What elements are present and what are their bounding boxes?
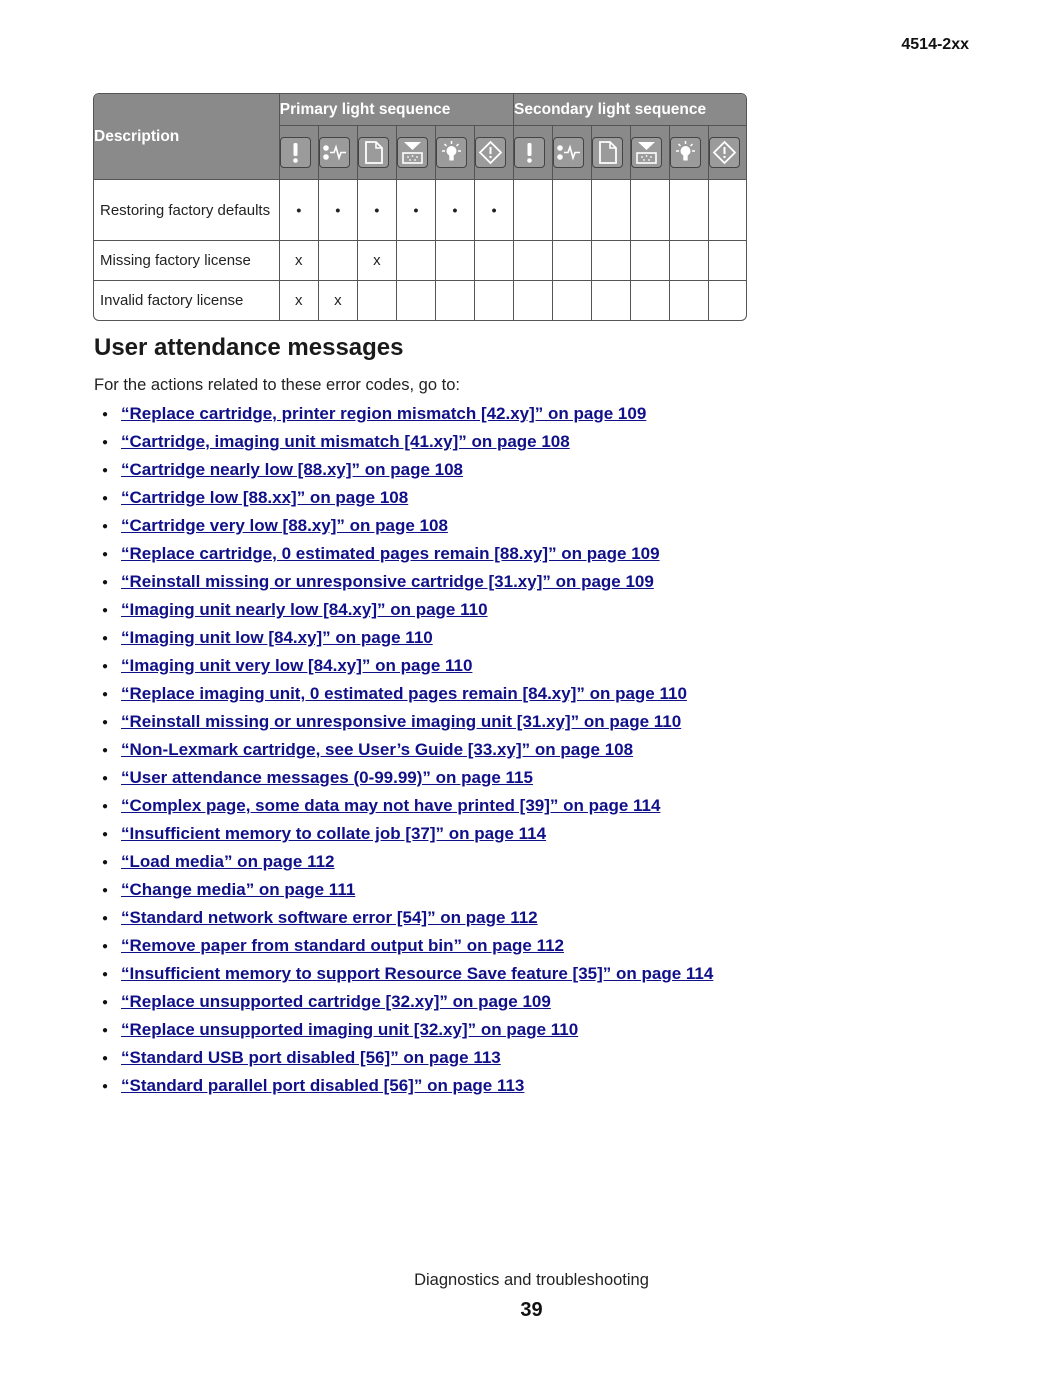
bullet-icon: ● xyxy=(102,605,109,616)
light-state-cell xyxy=(435,281,474,321)
light-state-cell: • xyxy=(357,180,396,241)
light-state-cell xyxy=(514,241,553,281)
light-state-cell xyxy=(553,241,592,281)
section-title: User attendance messages xyxy=(94,334,404,361)
light-state-cell xyxy=(709,241,746,281)
light-state-cell xyxy=(553,281,592,321)
light-state-cell xyxy=(396,241,435,281)
page-number: 39 xyxy=(520,1299,543,1321)
list-item xyxy=(94,431,713,459)
light-state-cell xyxy=(670,281,709,321)
light-state-cell: • xyxy=(435,180,474,241)
bullet-icon: ● xyxy=(102,913,109,924)
list-item xyxy=(94,1047,713,1075)
icon-header-cell xyxy=(357,126,396,180)
list-item xyxy=(94,739,713,767)
cross-reference-link[interactable]: “Load media” on page 112 xyxy=(121,852,335,871)
list-item xyxy=(94,935,713,963)
list-item xyxy=(94,991,713,1019)
paper-jam-icon xyxy=(319,137,350,168)
list-item xyxy=(94,851,713,879)
list-item xyxy=(94,655,713,683)
cross-reference-link[interactable]: “Imaging unit nearly low [84.xy]” on page 110 xyxy=(121,600,488,619)
icon-header-cell xyxy=(279,126,318,180)
icon-header-cell xyxy=(318,126,357,180)
icon-header-cell xyxy=(435,126,474,180)
icon-header-cell xyxy=(631,126,670,180)
cross-reference-link[interactable]: “Replace cartridge, printer region mismatch [42.xy]” on page 109 xyxy=(121,404,647,423)
cross-reference-link[interactable]: “Imaging unit low [84.xy]” on page 110 xyxy=(121,628,433,647)
light-state-cell: x xyxy=(357,241,396,281)
table-row xyxy=(94,241,746,281)
bullet-icon: ● xyxy=(102,493,109,504)
light-state-cell xyxy=(514,281,553,321)
bullet-icon: ● xyxy=(102,437,109,448)
icon-header-cell xyxy=(592,126,631,180)
bullet-icon: ● xyxy=(102,577,109,588)
bullet-icon: ● xyxy=(102,521,109,532)
light-state-cell: x xyxy=(279,241,318,281)
cross-reference-link[interactable]: “Non‑Lexmark cartridge, see User’s Guide [33.xy]” on page 108 xyxy=(121,740,634,759)
cross-reference-link[interactable]: “Change media” on page 111 xyxy=(121,880,356,899)
primary-sequence-header: Primary light sequence xyxy=(279,94,513,126)
cross-reference-link[interactable]: “Replace cartridge, 0 estimated pages remain [88.xy]” on page 109 xyxy=(121,544,660,563)
cross-reference-link[interactable]: “Insufficient memory to support Resource Save feature [35]” on page 114 xyxy=(121,964,714,983)
cross-reference-link[interactable]: “Reinstall missing or unresponsive cartridge [31.xy]” on page 109 xyxy=(121,572,654,591)
light-state-cell xyxy=(670,241,709,281)
light-bulb-icon xyxy=(436,137,467,168)
cross-reference-link[interactable]: “Standard USB port disabled [56]” on page 113 xyxy=(121,1048,501,1067)
light-state-cell: x xyxy=(318,281,357,321)
light-state-cell: x xyxy=(279,281,318,321)
row-description: Missing factory license xyxy=(94,241,279,281)
list-item xyxy=(94,1075,713,1103)
cross-reference-link[interactable]: “Imaging unit very low [84.xy]” on page 110 xyxy=(121,656,473,675)
list-item xyxy=(94,767,713,795)
bullet-icon: ● xyxy=(102,1053,109,1064)
list-item xyxy=(94,1019,713,1047)
bullet-icon: ● xyxy=(102,801,109,812)
list-item xyxy=(94,599,713,627)
list-item xyxy=(94,403,713,431)
bullet-icon: ● xyxy=(102,689,109,700)
bullet-icon: ● xyxy=(102,969,109,980)
light-state-cell xyxy=(318,241,357,281)
table-row xyxy=(94,281,746,321)
list-item xyxy=(94,795,713,823)
list-item xyxy=(94,571,713,599)
row-description: Invalid factory license xyxy=(94,281,279,321)
footer-section-name: Diagnostics and troubleshooting xyxy=(414,1271,649,1289)
bullet-icon: ● xyxy=(102,997,109,1008)
light-state-cell xyxy=(357,281,396,321)
light-state-cell xyxy=(475,241,514,281)
icon-header-cell xyxy=(709,126,746,180)
table-row xyxy=(94,180,746,241)
paper-icon xyxy=(592,137,623,168)
light-sequence-table xyxy=(93,93,747,321)
light-state-cell: • xyxy=(475,180,514,241)
bullet-icon: ● xyxy=(102,773,109,784)
cross-reference-link[interactable]: “Remove paper from standard output bin” on page 112 xyxy=(121,936,565,955)
bullet-icon: ● xyxy=(102,409,109,420)
bullet-icon: ● xyxy=(102,717,109,728)
light-state-cell xyxy=(631,180,670,241)
paper-icon xyxy=(358,137,389,168)
toner-icon xyxy=(397,137,428,168)
list-item xyxy=(94,879,713,907)
cross-reference-link[interactable]: “Complex page, some data may not have printed [39]” on page 114 xyxy=(121,796,661,815)
section-intro: For the actions related to these error codes, go to: xyxy=(94,376,460,394)
row-description: Restoring factory defaults xyxy=(94,180,279,241)
icon-header-cell xyxy=(670,126,709,180)
cross-reference-link[interactable]: “Cartridge low [88.xx]” on page 108 xyxy=(121,488,409,507)
list-item xyxy=(94,487,713,515)
bullet-icon: ● xyxy=(102,465,109,476)
bullet-icon: ● xyxy=(102,1025,109,1036)
icon-header-cell xyxy=(475,126,514,180)
cross-reference-link[interactable]: “Insufficient memory to collate job [37]” on page 114 xyxy=(121,824,547,843)
cross-reference-link[interactable]: “Cartridge nearly low [88.xy]” on page 108 xyxy=(121,460,464,479)
light-state-cell: • xyxy=(396,180,435,241)
light-bulb-icon xyxy=(670,137,701,168)
error-code-link-list xyxy=(94,403,713,1103)
bullet-icon: ● xyxy=(102,745,109,756)
light-state-cell xyxy=(709,180,746,241)
bullet-icon: ● xyxy=(102,1081,109,1092)
cross-reference-link[interactable]: “User attendance messages (0‑99.99)” on page 115 xyxy=(121,768,533,787)
icon-header-cell xyxy=(514,126,553,180)
exclamation-icon xyxy=(514,137,545,168)
light-state-cell xyxy=(475,281,514,321)
bullet-icon: ● xyxy=(102,661,109,672)
bullet-icon: ● xyxy=(102,829,109,840)
secondary-sequence-header: Secondary light sequence xyxy=(514,94,746,126)
list-item xyxy=(94,683,713,711)
description-header: Description xyxy=(94,94,279,180)
exclamation-icon xyxy=(280,137,311,168)
light-state-cell xyxy=(396,281,435,321)
bullet-icon: ● xyxy=(102,885,109,896)
cross-reference-link[interactable]: “Cartridge very low [88.xy]” on page 108 xyxy=(121,516,448,535)
list-item xyxy=(94,515,713,543)
bullet-icon: ● xyxy=(102,941,109,952)
list-item xyxy=(94,627,713,655)
light-state-cell xyxy=(553,180,592,241)
start-icon xyxy=(475,137,506,168)
icon-header-cell xyxy=(553,126,592,180)
paper-jam-icon xyxy=(553,137,584,168)
cross-reference-link[interactable]: “Standard parallel port disabled [56]” on page 113 xyxy=(121,1076,525,1095)
toner-icon xyxy=(631,137,662,168)
light-state-cell xyxy=(592,281,631,321)
light-state-cell xyxy=(631,241,670,281)
light-state-cell xyxy=(435,241,474,281)
light-state-cell xyxy=(514,180,553,241)
cross-reference-link[interactable]: “Replace imaging unit, 0 estimated pages remain [84.xy]” on page 110 xyxy=(121,684,687,703)
list-item xyxy=(94,823,713,851)
cross-reference-link[interactable]: “Cartridge, imaging unit mismatch [41.xy]” on page 108 xyxy=(121,432,570,451)
light-state-cell xyxy=(631,281,670,321)
list-item xyxy=(94,963,713,991)
model-number: 4514-2xx xyxy=(901,36,969,53)
list-item xyxy=(94,907,713,935)
bullet-icon: ● xyxy=(102,549,109,560)
light-state-cell: • xyxy=(279,180,318,241)
light-state-cell xyxy=(709,281,746,321)
list-item xyxy=(94,543,713,571)
bullet-icon: ● xyxy=(102,857,109,868)
start-icon xyxy=(709,137,740,168)
cross-reference-link[interactable]: “Replace unsupported cartridge [32.xy]” on page 109 xyxy=(121,992,551,1011)
icon-header-cell xyxy=(396,126,435,180)
cross-reference-link[interactable]: “Reinstall missing or unresponsive imaging unit [31.xy]” on page 110 xyxy=(121,712,682,731)
light-state-cell xyxy=(670,180,709,241)
list-item xyxy=(94,459,713,487)
light-state-cell xyxy=(592,241,631,281)
light-state-cell xyxy=(592,180,631,241)
light-state-cell: • xyxy=(318,180,357,241)
bullet-icon: ● xyxy=(102,633,109,644)
cross-reference-link[interactable]: “Replace unsupported imaging unit [32.xy]” on page 110 xyxy=(121,1020,579,1039)
list-item xyxy=(94,711,713,739)
cross-reference-link[interactable]: “Standard network software error [54]” on page 112 xyxy=(121,908,538,927)
